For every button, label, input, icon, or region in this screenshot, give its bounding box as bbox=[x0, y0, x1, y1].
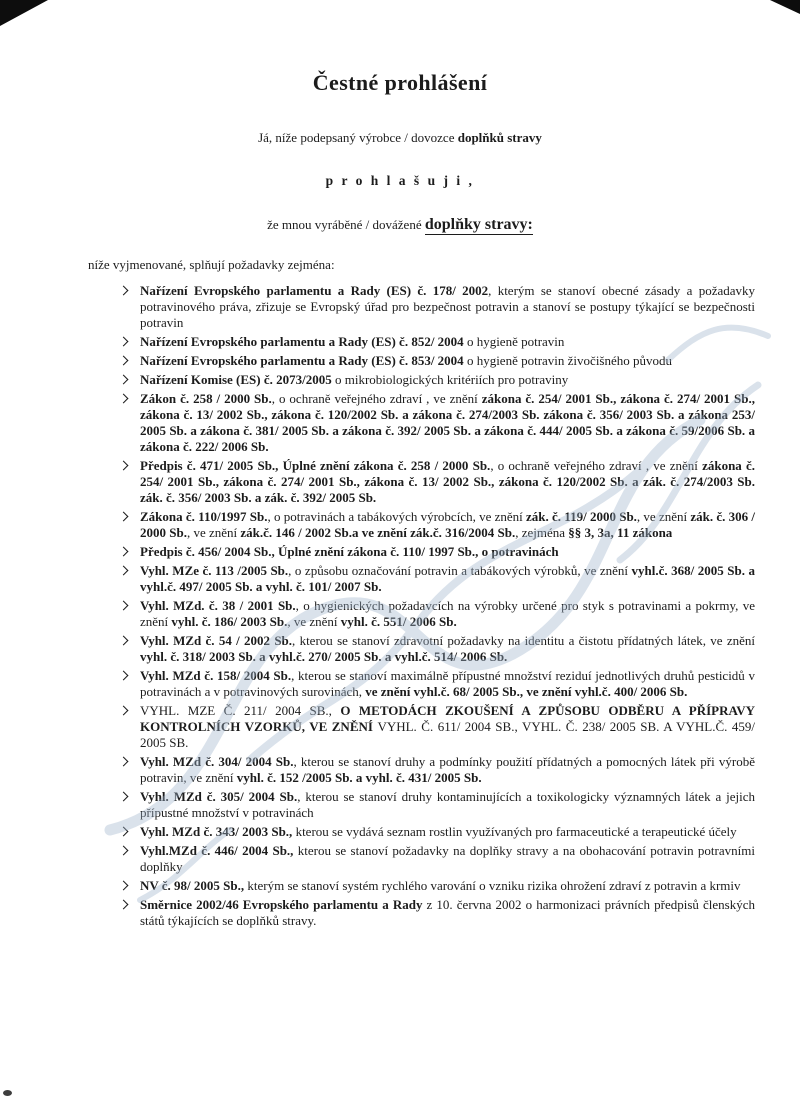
regulation-item bbox=[118, 878, 755, 894]
regulation-ref: Vyhl. MZd č. 305/ 2004 Sb. bbox=[140, 789, 298, 804]
regulation-text: , ve znění bbox=[287, 614, 341, 629]
regulation-ref: Nařízení Evropského parlamentu a Rady (ES) č. 853/ 2004 bbox=[140, 353, 464, 368]
regulation-ref: Vyhl. MZe č. 113 /2005 Sb. bbox=[140, 563, 289, 578]
regulation-item bbox=[118, 703, 755, 751]
intro-line bbox=[0, 130, 800, 146]
regulation-ref: NV č. 98/ 2005 Sb., bbox=[140, 878, 245, 893]
regulation-text: , o ochraně veřejného zdraví , ve znění bbox=[490, 458, 703, 473]
arrow-bullet-icon bbox=[119, 846, 129, 856]
regulation-item bbox=[118, 824, 755, 840]
regulation-ref: zák. č. 306 / 2000 Sb. bbox=[140, 509, 756, 540]
regulation-item bbox=[118, 668, 755, 700]
regulation-ref: Vyhl. MZd č. 304/ 2004 Sb. bbox=[140, 754, 294, 769]
regulation-ref: Nařízení Evropského parlamentu a Rady (ES) č. 852/ 2004 bbox=[140, 334, 464, 349]
regulation-ref: Vyhl. MZd č. 158/ 2004 Sb. bbox=[140, 668, 292, 683]
regulation-ref: zákona č. 254/ 2001 Sb., zákona č. 274/ 2001 Sb., zákona č. 13/ 2002 Sb., zákona č. 120/2002 Sb. a zák. č. 274/2003 Sb. zák. č. 356/ 2003 Sb. a zák. č. 392/ 2005 Sb. bbox=[140, 458, 756, 505]
regulation-ref: ve znění vyhl.č. 68/ 2005 Sb., ve znění vyhl.č. 400/ 2006 Sb. bbox=[365, 684, 688, 699]
regulation-ref: vyhl. č. 318/ 2003 Sb. a vyhl.č. 270/ 2005 Sb. a vyhl.č. 514/ 2006 Sb. bbox=[140, 649, 508, 664]
regulation-text: , kterou se stanoví zdravotní požadavky na identitu a čistotu přídatných látek, ve znění bbox=[292, 633, 755, 648]
regulation-text: , kterým se stanoví obecné zásady a požadavky potravinového práva, zřizuje se Evropský úřad pro bezpečnost potravin a stanoví se postupy týkající se bezpečnosti potravin bbox=[140, 283, 755, 330]
arrow-bullet-icon bbox=[119, 375, 129, 385]
arrow-bullet-icon bbox=[119, 601, 129, 611]
arrow-bullet-icon bbox=[119, 706, 129, 716]
regulation-ref: zák. č. 119/ 2000 Sb. bbox=[526, 509, 637, 524]
regulation-item bbox=[118, 372, 755, 388]
subject-line bbox=[0, 216, 800, 234]
arrow-bullet-icon bbox=[119, 792, 129, 802]
regulation-item bbox=[118, 843, 755, 875]
scan-corner-bottom-left bbox=[3, 1090, 12, 1096]
arrow-bullet-icon bbox=[119, 566, 129, 576]
regulation-ref: vyhl. č. 186/ 2003 Sb. bbox=[171, 614, 288, 629]
regulation-text: kterou se stanoví požadavky na doplňky stravy a na obohacování potravin potravními doplňky bbox=[140, 843, 755, 874]
regulation-item bbox=[118, 509, 755, 541]
subject-regular-text: že mnou vyráběné / dovážené bbox=[267, 217, 425, 232]
regulation-ref: zák.č. 146 / 2002 Sb.a ve znění zák.č. 316/2004 Sb. bbox=[240, 525, 516, 540]
intro-bold-text: doplňků stravy bbox=[457, 130, 542, 145]
regulation-item bbox=[118, 334, 755, 350]
regulation-ref: §§ 3, 3a, 11 zákona bbox=[568, 525, 673, 540]
regulation-ref: vyhl. č. 551/ 2006 Sb. bbox=[340, 614, 457, 629]
regulation-text: kterou se vydává seznam rostlin využívaných pro farmaceutické a terapeutické účely bbox=[292, 824, 737, 839]
regulation-text: , o způsobu označování potravin a tabákových výrobků, ve znění bbox=[288, 563, 632, 578]
regulation-text: z 10. června 2002 o harmonizaci právních předpisů členských států týkajících se doplňků stravy. bbox=[140, 897, 756, 928]
arrow-bullet-icon bbox=[119, 827, 129, 837]
regulation-ref: Zákon č. 258 / 2000 Sb. bbox=[140, 391, 272, 406]
regulation-text: , ve znění bbox=[636, 509, 691, 524]
regulation-ref: O METODÁCH ZKOUŠENÍ A ZPŮSOBU ODBĚRU A PŘÍPRAVY KONTROLNÍCH VZORKŮ, VE ZNĚNÍ bbox=[140, 703, 756, 734]
arrow-bullet-icon bbox=[119, 881, 129, 891]
arrow-bullet-icon bbox=[119, 757, 129, 767]
regulation-ref: Směrnice 2002/46 Evropského parlamentu a Rady bbox=[140, 897, 423, 912]
regulation-ref: Nařízení Evropského parlamentu a Rady (ES) č. 178/ 2002 bbox=[140, 283, 489, 298]
arrow-bullet-icon bbox=[119, 461, 129, 471]
regulation-item bbox=[118, 897, 755, 929]
regulation-text: , o potravinách a tabákových výrobcích, ve znění bbox=[267, 509, 527, 524]
subject-bold-text: doplňky stravy: bbox=[424, 216, 533, 233]
regulation-text: VYHL. MZE Č. 211/ 2004 SB., bbox=[140, 703, 341, 718]
regulation-item bbox=[118, 754, 755, 786]
regulation-ref: Nařízení Komise (ES) č. 2073/2005 bbox=[140, 372, 332, 387]
regulation-text: , kterou se stanoví maximálně přípustné množství reziduí jednotlivých druhů pesticidů v potravinách a v potravinových surovinách, bbox=[140, 668, 755, 699]
regulation-item bbox=[118, 283, 755, 331]
arrow-bullet-icon bbox=[119, 900, 129, 910]
arrow-bullet-icon bbox=[119, 636, 129, 646]
regulation-text: o hygieně potravin bbox=[463, 334, 565, 349]
arrow-bullet-icon bbox=[119, 394, 129, 404]
regulation-text: , o hygienických požadavcích na výrobky určené pro styk s potravinami a pokrmy, ve znění bbox=[140, 598, 755, 629]
arrow-bullet-icon bbox=[119, 356, 129, 366]
regulation-item bbox=[118, 789, 755, 821]
regulation-ref: Vyhl. MZd č. 54 / 2002 Sb. bbox=[140, 633, 293, 648]
regulation-item bbox=[118, 633, 755, 665]
regulation-ref: Vyhl. MZd. č. 38 / 2001 Sb. bbox=[140, 598, 296, 613]
regulation-item bbox=[118, 544, 755, 560]
regulation-ref: Předpis č. 456/ 2004 Sb., Úplné znění zákona č. 110/ 1997 Sb., o potravinách bbox=[140, 544, 559, 559]
regulation-text: , zejména bbox=[515, 525, 569, 540]
regulation-text: VYHL. Č. 611/ 2004 SB., VYHL. Č. 238/ 2005 SB. A VYHL.Č. 459/ 2005 SB. bbox=[140, 719, 756, 750]
regulation-ref: Zákona č. 110/1997 Sb. bbox=[140, 509, 268, 524]
regulation-text: , ve znění bbox=[186, 525, 241, 540]
regulation-text: o hygieně potravin živočišného původu bbox=[463, 353, 673, 368]
regulation-ref: Předpis č. 471/ 2005 Sb., Úplné znění zákona č. 258 / 2000 Sb. bbox=[140, 458, 491, 473]
regulation-item bbox=[118, 458, 755, 506]
arrow-bullet-icon bbox=[119, 286, 129, 296]
regulation-ref: vyhl. č. 152 /2005 Sb. a vyhl. č. 431/ 2005 Sb. bbox=[236, 770, 482, 785]
regulation-text: , kterou se stanoví druhy a podmínky použití přídatných a pomocných látek při výrobě potravin, ve znění bbox=[140, 754, 755, 785]
regulation-item bbox=[118, 391, 755, 455]
arrow-bullet-icon bbox=[119, 337, 129, 347]
declaration-line: p r o h l a š u j i , bbox=[325, 173, 475, 188]
lead-line: níže vyjmenované, splňují požadavky zejména: bbox=[88, 257, 335, 272]
regulation-text: , o ochraně veřejného zdraví , ve znění bbox=[271, 391, 482, 406]
arrow-bullet-icon bbox=[119, 512, 129, 522]
regulation-ref: Vyhl.MZd č. 446/ 2004 Sb., bbox=[140, 843, 294, 858]
regulation-item bbox=[118, 598, 755, 630]
intro-regular-text: Já, níže podepsaný výrobce / dovozce bbox=[258, 130, 458, 145]
arrow-bullet-icon bbox=[119, 547, 129, 557]
regulation-text: o mikrobiologických kritériích pro potraviny bbox=[331, 372, 569, 387]
regulation-text: , kterou se stanoví druhy kontaminujících a toxikologicky významných látek a jejich přípustné množství v potravinách bbox=[140, 789, 755, 820]
regulations-list bbox=[118, 283, 755, 929]
regulation-ref: Vyhl. MZd č. 343/ 2003 Sb., bbox=[140, 824, 293, 839]
regulation-ref: vyhl.č. 368/ 2005 Sb. a vyhl.č. 497/ 2005 Sb. a vyhl. č. 101/ 2007 Sb. bbox=[140, 563, 756, 594]
regulation-item bbox=[118, 563, 755, 595]
regulation-ref: zákona č. 254/ 2001 Sb., zákona č. 274/ 2001 Sb., zákona č. 13/ 2002 Sb., zákona č. 120/2002 Sb. a zákona č. 274/2003 Sb. zákona č. 356/ 2003 Sb. a zákona 253/ 2005 Sb. a zákona č. 381/ 2005 Sb. a zákona č. 392/ 2005 Sb. a zákona č. 444/ 2005 Sb. a zákona č. 59/2006 Sb. a zákona č. 222/ 2006 Sb. bbox=[140, 391, 755, 454]
arrow-bullet-icon bbox=[119, 671, 129, 681]
page-title: Čestné prohlášení bbox=[312, 70, 488, 95]
regulation-item bbox=[118, 353, 755, 369]
regulation-text: kterým se stanoví systém rychlého varování o vzniku rizika ohrožení zdraví z potravin a krmiv bbox=[244, 878, 741, 893]
